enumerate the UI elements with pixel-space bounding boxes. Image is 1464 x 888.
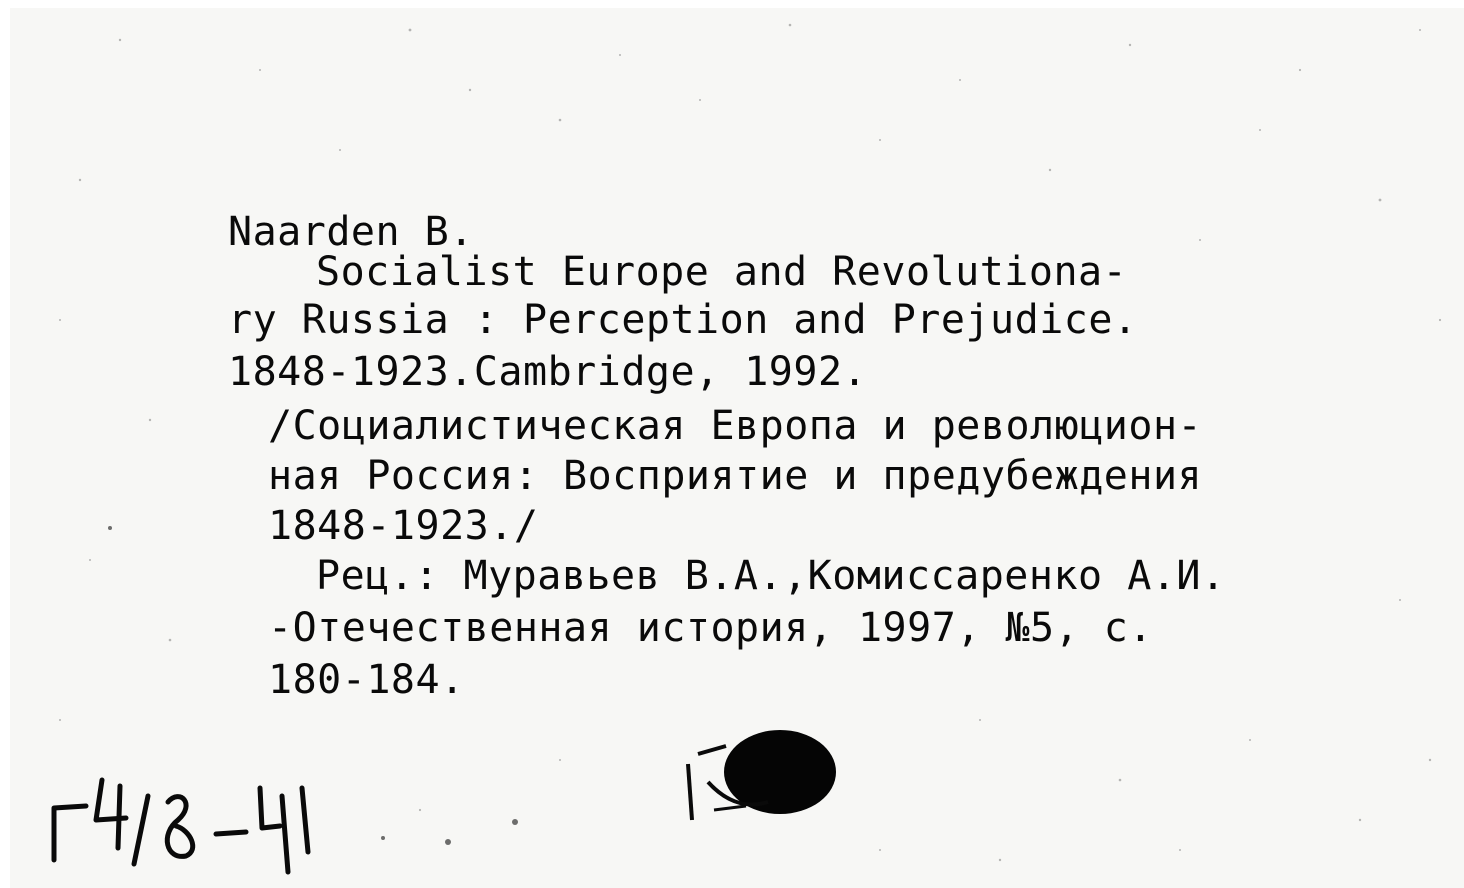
- title-en-line-3: 1848-1923.Cambridge, 1992.: [228, 349, 868, 395]
- title-ru-line-2: ная Россия: Восприятие и предубеждения: [268, 453, 1203, 499]
- title-en-line-2: ry Russia : Perception and Prejudice.: [228, 297, 1138, 343]
- title-en-line-1: Socialist Europe and Revolutiona-: [316, 249, 1128, 295]
- review-line-1: Рец.: Муравьев В.А.,Комиссаренко А.И.: [316, 553, 1226, 599]
- handwritten-shelf-mark: [40, 768, 340, 880]
- review-line-3: 180-184.: [268, 657, 465, 703]
- punch-hole-mark: [668, 724, 844, 824]
- review-line-2: -Отечественная история, 1997, №5, с.: [268, 605, 1153, 651]
- title-ru-line-1: /Социалистическая Европа и революцион-: [268, 403, 1203, 449]
- title-ru-line-3: 1848-1923./: [268, 503, 539, 549]
- author-heading: Naarden B.: [228, 209, 474, 255]
